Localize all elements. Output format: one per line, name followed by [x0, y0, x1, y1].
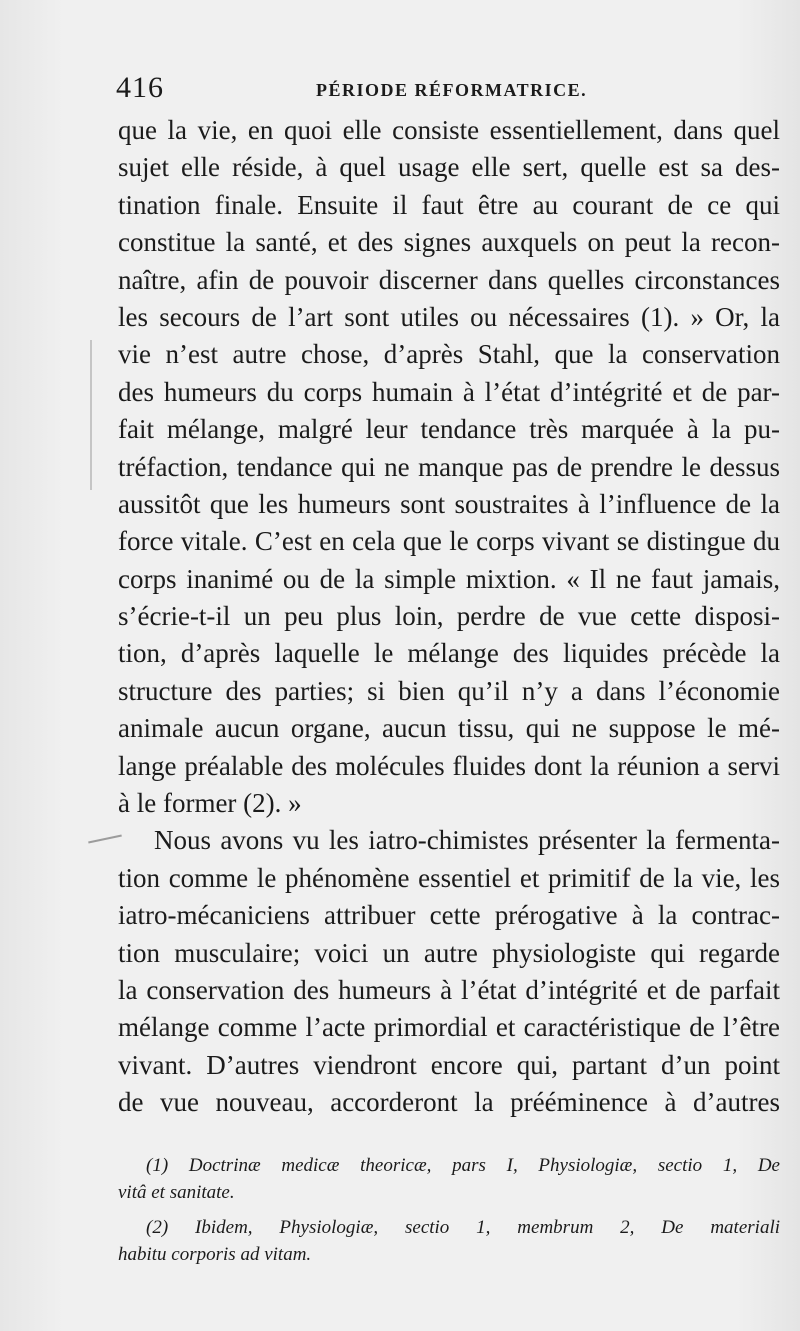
text-line: iatro-mécaniciens attribuer cette prérogative à la contrac- [118, 900, 780, 931]
text-line: tion musculaire; voici un autre physiologiste qui regarde [118, 937, 780, 968]
text-line: la conservation des humeurs à l’état d’intégrité et de parfait [118, 974, 780, 1005]
text-line: corps inanimé ou de la simple mixtion. « Il ne faut jamais, [118, 563, 780, 594]
page-number: 416 [116, 71, 164, 104]
footnote-line: (2) Ibidem, Physiologiæ, sectio 1, membrum 2, De materiali [146, 1217, 780, 1238]
text-line: les secours de l’art sont utiles ou nécessaires (1). » Or, la [118, 301, 780, 332]
footnote-line: habitu corporis ad vitam. [118, 1244, 312, 1265]
text-line: vivant. D’autres viendront encore qui, partant d’un point [118, 1049, 780, 1080]
body-text [118, 112, 780, 1122]
text-line: force vitale. C’est en cela que le corps vivant se distingue du [118, 526, 780, 557]
text-line: tion comme le phénomène essentiel et primitif de la vie, les [118, 862, 780, 893]
text-line: tination finale. Ensuite il faut être au courant de ce qui [118, 189, 780, 220]
page-header [116, 70, 780, 110]
text-line: tion, d’après laquelle le mélange des liquides précède la [118, 638, 780, 669]
margin-dash-mark [88, 834, 122, 843]
running-head: PÉRIODE RÉFORMATRICE. [316, 80, 588, 100]
text-line: lange préalable des molécules fluides dont la réunion a servi [118, 750, 780, 781]
margin-pencil-mark [90, 340, 92, 490]
footnote-line: vitâ et sanitate. [118, 1182, 235, 1203]
footnotes [118, 1152, 780, 1268]
text-line: animale aucun organe, aucun tissu, qui ne suppose le mé- [118, 713, 780, 744]
text-line: sujet elle réside, à quel usage elle sert, quelle est sa des- [118, 152, 780, 183]
text-line: constitue la santé, et des signes auxquels on peut la recon- [118, 227, 780, 258]
text-line: naître, afin de pouvoir discerner dans quelles circonstances [118, 264, 780, 295]
footnote-line: (1) Doctrinæ medicæ theoricæ, pars I, Physiologiæ, sectio 1, De [146, 1155, 780, 1176]
text-line: structure des parties; si bien qu’il n’y a dans l’économie [118, 675, 780, 706]
text-line: vie n’est autre chose, d’après Stahl, que la conservation [118, 339, 780, 370]
text-line: que la vie, en quoi elle consiste essentiellement, dans quel [118, 115, 780, 145]
text-line: à le former (2). » [118, 788, 302, 819]
text-line: s’écrie-t-il un peu plus loin, perdre de vue cette disposi- [118, 601, 780, 632]
text-line: tréfaction, tendance qui ne manque pas de prendre le dessus [118, 451, 780, 482]
text-line: fait mélange, malgré leur tendance très marquée à la pu- [118, 414, 780, 445]
text-line: mélange comme l’acte primordial et caractéristique de l’être [118, 1012, 780, 1043]
text-line: Nous avons vu les iatro-chimistes présenter la fermenta- [154, 825, 780, 856]
text-line: de vue nouveau, accorderont la prééminence à d’autres [118, 1087, 780, 1118]
text-line: des humeurs du corps humain à l’état d’intégrité et de par- [118, 376, 780, 407]
text-line: aussitôt que les humeurs sont soustraites à l’influence de la [118, 488, 780, 519]
